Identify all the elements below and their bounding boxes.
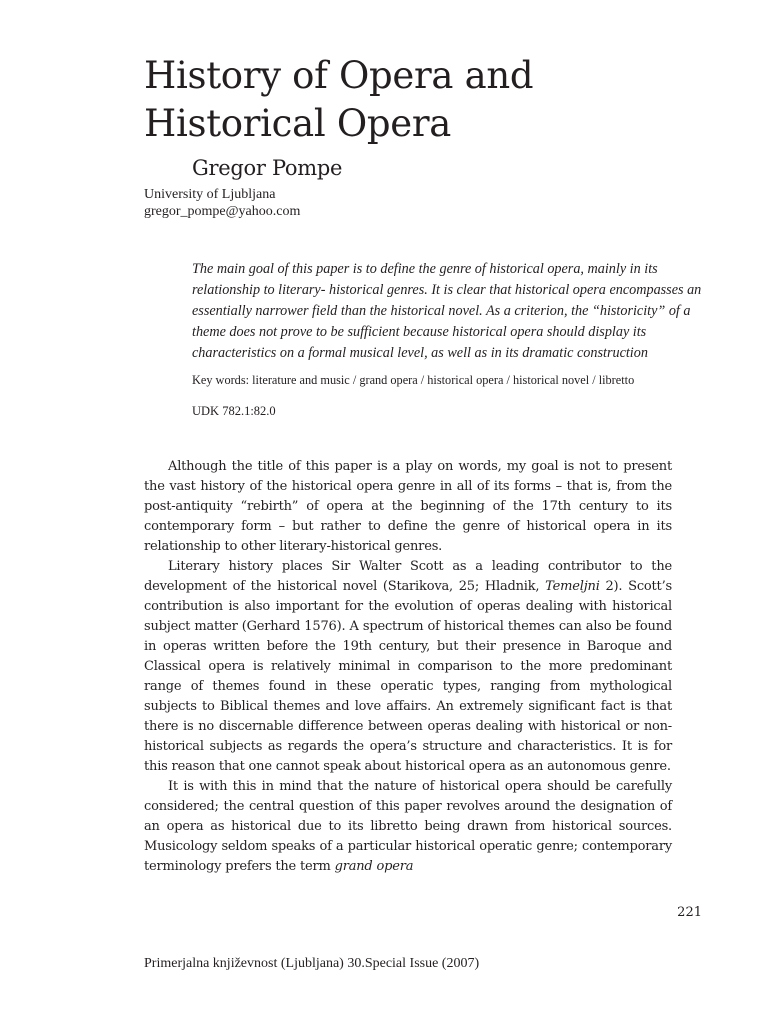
journal-footer: Primerjalna književnost (Ljubljana) 30.Special Issue (2007) xyxy=(144,956,480,971)
udk-classification: UDK 782.1:82.0 xyxy=(192,404,276,418)
body-paragraph-1: Although the title of this paper is a play on words, my goal is not to present the vast history of the historical opera genre in all of its forms – that is, from the post-antiquity “rebirth” of opera at the beginning of the 17th century to its contemporary form – but rather to define the genre of historical opera in its relationship to other literary-historical genres. xyxy=(144,459,672,554)
author-name: Gregor Pompe xyxy=(192,156,343,180)
paragraph-text: Literary history places Sir Walter Scott as a leading contributor to the development of the historical novel (Starikova, 25; Hladnik, xyxy=(144,559,672,594)
article-body xyxy=(144,457,672,877)
paragraph-text: 2). Scott’s contribution is also important for the evolution of operas dealing with historical subject matter (Gerhard 1576). A spectrum of historical themes can also be found in operas written before the 19th century, but their presence in Baroque and Classical opera is relatively minimal in comparison to the more predominant range of themes found in these operatic types, ranging from mythological subjects to Biblical themes and love affairs. An extremely significant fact is that there is no discernable difference between operas dealing with historical or non-historical subjects as regards the opera’s structure and characteristics. It is for this reason that one cannot speak about historical opera as an autonomous genre. xyxy=(144,579,672,774)
paragraph-text: It is with this in mind that the nature of historical opera should be carefully considered; the central question of this paper revolves around the designation of an opera as historical due to its libretto being drawn from historical sources. Musicology seldom speaks of a particular historical operatic genre; contemporary terminology prefers the term xyxy=(144,779,672,874)
page-number: 221 xyxy=(677,905,702,920)
cited-work-title: Temeljni xyxy=(545,579,600,594)
author-affiliation-block xyxy=(144,186,300,220)
body-paragraph-2 xyxy=(144,557,672,777)
affiliation: University of Ljubljana xyxy=(144,187,276,202)
term-italic: grand opera xyxy=(334,859,414,874)
body-paragraph-3 xyxy=(144,777,672,877)
author-email: gregor_pompe@yahoo.com xyxy=(144,204,301,219)
keywords: Key words: literature and music / grand opera / historical opera / historical novel / libretto xyxy=(192,373,635,387)
abstract: The main goal of this paper is to define the genre of historical opera, mainly in its relationship to literary- historical genres. It is clear that historical opera encompasses an essentially narrower field than the historical novel. As a criterion, the “historicity” of a theme does not prove to be sufficient because historical opera should display its characteristics on a formal musical level, as well as in its dramatic construction xyxy=(192,261,702,361)
article-title: History of Opera and Historical Opera xyxy=(144,54,534,145)
